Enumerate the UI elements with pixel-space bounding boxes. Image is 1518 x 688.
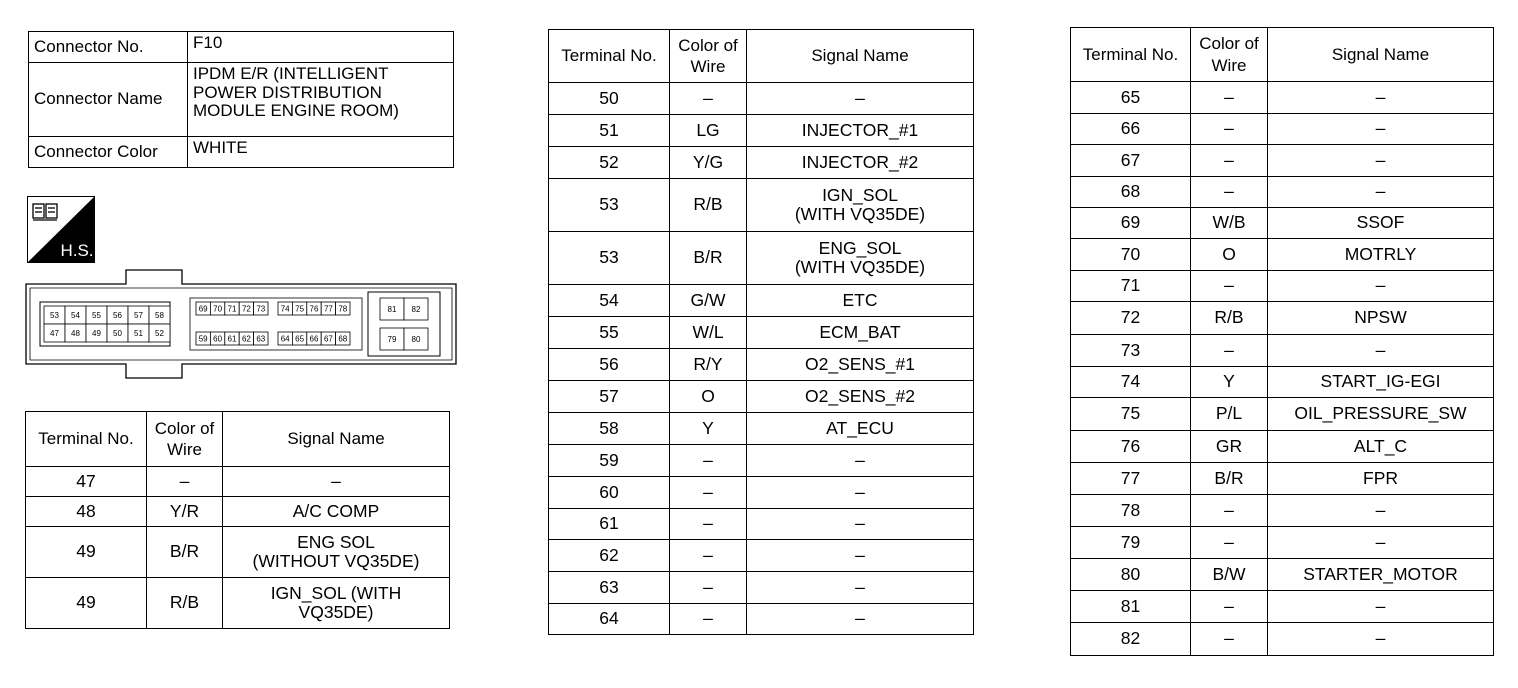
terminal-cell: 81: [1071, 591, 1191, 623]
wire-color-cell: B/R: [670, 232, 747, 285]
signal-name-line: START_IG-EGI: [1320, 371, 1441, 392]
signal-name-cell: [1268, 431, 1494, 463]
terminal-cell: 69: [1071, 208, 1191, 239]
signal-name-line: ALT_C: [1353, 435, 1408, 456]
signal-name-line: VQ35DE): [298, 602, 374, 622]
terminal-cell: 74: [1071, 367, 1191, 398]
signal-name-cell: [1268, 145, 1494, 177]
header-color-line: Color of: [678, 35, 738, 55]
terminal-table-c: [1070, 27, 1494, 656]
cavity-number: 57: [134, 311, 143, 320]
signal-name-cell: [1268, 271, 1494, 302]
table-row: [1071, 591, 1494, 623]
signal-name-line: ENG_SOL: [818, 237, 902, 258]
cavity-number: 76: [309, 304, 319, 314]
signal-name-line: AT_ECU: [826, 417, 894, 438]
wire-color-cell: G/W: [670, 285, 747, 317]
signal-name-cell: [747, 317, 974, 349]
signal-name-cell: [747, 381, 974, 413]
signal-name-cell: [223, 527, 450, 578]
cavity-number: 81: [387, 305, 397, 314]
terminal-cell: 70: [1071, 239, 1191, 271]
signal-name-line: –: [1375, 149, 1386, 170]
cavity-number: 69: [198, 304, 208, 314]
table-row: [549, 445, 974, 477]
terminal-cell: 80: [1071, 559, 1191, 591]
signal-name-cell: [747, 83, 974, 115]
table-row: [549, 147, 974, 179]
cavity-number: 55: [92, 311, 101, 320]
terminal-cell: 62: [549, 540, 670, 572]
signal-name-line: INJECTOR_#1: [801, 119, 919, 140]
wire-color-cell: Y: [1191, 367, 1268, 398]
connector-color-label: Connector Color: [29, 137, 188, 168]
terminal-cell: 73: [1071, 335, 1191, 367]
signal-name-cell: [747, 349, 974, 381]
terminal-cell: 57: [549, 381, 670, 413]
signal-name-line: INJECTOR_#2: [801, 151, 919, 172]
cavity-number: 77: [323, 304, 333, 314]
terminal-cell: 60: [549, 477, 670, 509]
table-row: [549, 179, 974, 232]
connector-info-table: [28, 31, 454, 168]
terminal-cell: 59: [549, 445, 670, 477]
signal-name-cell: [1268, 591, 1494, 623]
signal-name-line: MOTRLY: [1344, 243, 1417, 264]
cavity-number: 78: [338, 304, 348, 314]
cavity-number: 51: [134, 329, 143, 338]
wire-color-cell: –: [1191, 114, 1268, 145]
cavity-number: 61: [227, 334, 237, 344]
cavity-number: 75: [295, 304, 305, 314]
signal-name-cell: [1268, 208, 1494, 239]
harness-side-icon: [27, 196, 95, 263]
wire-color-cell: –: [670, 509, 747, 540]
cavity-number: 48: [71, 329, 80, 338]
terminal-cell: 56: [549, 349, 670, 381]
table-row: [26, 578, 450, 629]
terminal-cell: 61: [549, 509, 670, 540]
signal-name-cell: [1268, 82, 1494, 114]
table-row: [1071, 82, 1494, 114]
terminal-cell: 50: [549, 83, 670, 115]
signal-name-line: FPR: [1363, 467, 1398, 488]
header-color: [1191, 28, 1268, 82]
header-color-line: Wire: [1211, 55, 1247, 75]
cavity-number: 70: [213, 304, 223, 314]
header-color-line: Wire: [167, 440, 202, 459]
cavity-number: 64: [280, 334, 290, 344]
terminal-table-a-body: [26, 467, 450, 629]
signal-name-cell: [223, 578, 450, 629]
table-row: [549, 413, 974, 445]
wire-color-cell: –: [670, 445, 747, 477]
table-row: [1071, 302, 1494, 335]
table-row: [26, 467, 450, 497]
signal-name-line: O2_SENS_#2: [805, 385, 915, 406]
header-signal: Signal Name: [747, 30, 974, 83]
wire-color-cell: Y: [670, 413, 747, 445]
connector-color-value: WHITE: [188, 137, 454, 168]
table-row: [1071, 527, 1494, 559]
terminal-table-c-body: [1071, 82, 1494, 656]
cavity-number: 63: [256, 334, 266, 344]
terminal-cell: 49: [26, 527, 147, 578]
cavity-number: 47: [50, 329, 59, 338]
terminal-cell: 63: [549, 572, 670, 604]
signal-name-cell: [747, 232, 974, 285]
table-row: [1071, 271, 1494, 302]
wire-color-cell: B/R: [147, 527, 223, 578]
table-row: [1071, 177, 1494, 208]
signal-name-cell: [747, 285, 974, 317]
wire-color-cell: O: [1191, 239, 1268, 271]
header-color-line: Color of: [1199, 34, 1259, 54]
table-row: [1071, 559, 1494, 591]
terminal-cell: 68: [1071, 177, 1191, 208]
wire-color-cell: Y/R: [147, 497, 223, 527]
terminal-cell: 67: [1071, 145, 1191, 177]
wire-color-cell: W/L: [670, 317, 747, 349]
wire-color-cell: –: [147, 467, 223, 497]
cavity-number: 68: [338, 334, 348, 344]
signal-name-line: –: [855, 481, 865, 502]
signal-name-cell: [747, 509, 974, 540]
wire-color-cell: –: [1191, 527, 1268, 559]
terminal-cell: 47: [26, 467, 147, 497]
signal-name-line: IGN_SOL: [822, 184, 898, 205]
signal-name-cell: [1268, 335, 1494, 367]
wire-color-cell: –: [670, 604, 747, 635]
wire-color-cell: –: [670, 83, 747, 115]
signal-name-cell: [747, 115, 974, 147]
signal-name-line: –: [1375, 595, 1386, 616]
header-color-line: Color of: [154, 418, 215, 438]
terminal-cell: 64: [549, 604, 670, 635]
cavity-number: 56: [113, 311, 122, 320]
wire-color-cell: –: [1191, 145, 1268, 177]
wire-color-cell: –: [1191, 591, 1268, 623]
signal-name-line: O2_SENS_#1: [805, 353, 915, 374]
cavity-number: 74: [280, 304, 290, 314]
table-row: [1071, 239, 1494, 271]
terminal-table-b: [548, 29, 974, 635]
signal-name-cell: [223, 467, 450, 497]
wire-color-cell: R/B: [147, 578, 223, 629]
signal-name-line: ECM_BAT: [819, 321, 901, 342]
connector-name-line: POWER DISTRIBUTION: [193, 82, 382, 102]
table-row: [1071, 431, 1494, 463]
signal-name-line: A/C COMP: [292, 500, 380, 521]
table-row: [549, 540, 974, 572]
cavity-number: 79: [387, 335, 397, 344]
terminal-cell: 78: [1071, 495, 1191, 527]
header-terminal: Terminal No.: [1071, 28, 1191, 82]
terminal-cell: 82: [1071, 623, 1191, 656]
wire-color-cell: –: [1191, 177, 1268, 208]
header-color: [670, 30, 747, 83]
signal-name-cell: [747, 604, 974, 635]
table-row: [549, 232, 974, 285]
header-terminal: Terminal No.: [26, 412, 147, 467]
table-row: [549, 477, 974, 509]
cavity-number: 50: [113, 329, 122, 338]
wire-color-cell: GR: [1191, 431, 1268, 463]
terminal-table-a: [25, 411, 450, 629]
cavity-number: 82: [411, 305, 421, 314]
signal-name-line: ETC: [842, 289, 878, 310]
table-row: [1071, 208, 1494, 239]
signal-name-cell: [747, 477, 974, 509]
wire-color-cell: B/W: [1191, 559, 1268, 591]
table-row: [26, 497, 450, 527]
table-row: [1071, 335, 1494, 367]
header-color: [147, 412, 223, 467]
wire-color-cell: –: [1191, 335, 1268, 367]
signal-name-cell: [1268, 398, 1494, 431]
table-row: [549, 317, 974, 349]
terminal-cell: 72: [1071, 302, 1191, 335]
signal-name-cell: [1268, 367, 1494, 398]
signal-name-cell: [1268, 559, 1494, 591]
signal-name-cell: [747, 445, 974, 477]
terminal-cell: 77: [1071, 463, 1191, 495]
table-row: [549, 285, 974, 317]
cavity-group-a: [44, 306, 170, 342]
wire-color-cell: R/B: [1191, 302, 1268, 335]
terminal-cell: 48: [26, 497, 147, 527]
terminal-cell: 76: [1071, 431, 1191, 463]
cavity-number: 58: [155, 311, 164, 320]
signal-name-line: NPSW: [1354, 307, 1407, 328]
header-signal: Signal Name: [1268, 28, 1494, 82]
cavity-number: 54: [71, 311, 80, 320]
terminal-cell: 51: [549, 115, 670, 147]
signal-name-line: –: [1375, 275, 1386, 296]
table-row: [26, 527, 450, 578]
signal-name-line: (WITH VQ35DE): [794, 257, 926, 277]
terminal-cell: 58: [549, 413, 670, 445]
wire-color-cell: –: [1191, 271, 1268, 302]
cavity-number: 67: [323, 334, 333, 344]
signal-name-line: –: [1375, 339, 1386, 360]
wire-color-cell: R/Y: [670, 349, 747, 381]
table-row: [1071, 623, 1494, 656]
cavity-number: 73: [256, 304, 266, 314]
signal-name-line: –: [1375, 499, 1386, 520]
cavity-number: 53: [50, 311, 59, 320]
signal-name-cell: [747, 572, 974, 604]
signal-name-line: STARTER_MOTOR: [1303, 563, 1458, 584]
signal-name-line: OIL_PRESSURE_SW: [1294, 403, 1467, 424]
signal-name-line: –: [855, 513, 865, 534]
signal-name-line: –: [855, 87, 865, 108]
signal-name-line: –: [1375, 531, 1386, 552]
wire-color-cell: W/B: [1191, 208, 1268, 239]
table-row: [1071, 114, 1494, 145]
cavity-number: 60: [213, 334, 223, 344]
signal-name-cell: [747, 413, 974, 445]
signal-name-line: –: [1375, 181, 1386, 202]
connector-name-value: [188, 63, 454, 137]
terminal-cell: 52: [549, 147, 670, 179]
signal-name-line: –: [855, 608, 865, 629]
signal-name-line: –: [855, 449, 865, 470]
wire-color-cell: –: [670, 572, 747, 604]
terminal-cell: 49: [26, 578, 147, 629]
table-row: [549, 83, 974, 115]
signal-name-cell: [1268, 302, 1494, 335]
table-row: [549, 381, 974, 413]
terminal-cell: 53: [549, 179, 670, 232]
cavity-number: 71: [227, 304, 237, 314]
signal-name-cell: [747, 147, 974, 179]
signal-name-cell: [223, 497, 450, 527]
terminal-cell: 65: [1071, 82, 1191, 114]
hs-label: H.S.: [60, 241, 94, 260]
table-row: [549, 509, 974, 540]
header-terminal: Terminal No.: [549, 30, 670, 83]
header-color-line: Wire: [690, 57, 726, 76]
signal-name-cell: [747, 540, 974, 572]
terminal-cell: 54: [549, 285, 670, 317]
table-row: [1071, 463, 1494, 495]
signal-name-cell: [1268, 527, 1494, 559]
wire-color-cell: O: [670, 381, 747, 413]
terminal-table-b-body: [549, 83, 974, 635]
signal-name-line: –: [855, 544, 865, 565]
signal-name-cell: [1268, 114, 1494, 145]
cavity-number: 62: [241, 334, 251, 344]
wire-color-cell: P/L: [1191, 398, 1268, 431]
wire-color-cell: –: [1191, 82, 1268, 114]
table-row: [1071, 398, 1494, 431]
wire-color-cell: B/R: [1191, 463, 1268, 495]
terminal-cell: 79: [1071, 527, 1191, 559]
wire-color-cell: LG: [670, 115, 747, 147]
signal-name-cell: [1268, 495, 1494, 527]
terminal-cell: 53: [549, 232, 670, 285]
signal-name-line: SSOF: [1356, 212, 1405, 233]
connector-name-line: MODULE ENGINE ROOM): [193, 101, 399, 121]
signal-name-line: (WITHOUT VQ35DE): [252, 551, 420, 571]
table-row: [1071, 367, 1494, 398]
terminal-cell: 75: [1071, 398, 1191, 431]
signal-name-line: –: [1375, 628, 1386, 649]
signal-name-cell: [1268, 623, 1494, 656]
connector-no-value: F10: [188, 32, 454, 63]
cavity-number: 80: [411, 335, 421, 344]
connector-no-label: Connector No.: [29, 32, 188, 63]
connector-name-label: Connector Name: [29, 63, 188, 137]
signal-name-line: –: [1375, 86, 1386, 107]
signal-name-cell: [1268, 177, 1494, 208]
header-signal: Signal Name: [223, 412, 450, 467]
signal-name-cell: [1268, 239, 1494, 271]
table-row: [1071, 145, 1494, 177]
terminal-cell: 66: [1071, 114, 1191, 145]
terminal-cell: 55: [549, 317, 670, 349]
cavity-number: 52: [155, 329, 164, 338]
cavity-number: 66: [309, 334, 319, 344]
signal-name-cell: [1268, 463, 1494, 495]
signal-name-line: IGN_SOL (WITH: [270, 582, 402, 603]
signal-name-cell: [747, 179, 974, 232]
wire-color-cell: R/B: [670, 179, 747, 232]
cavity-number: 49: [92, 329, 101, 338]
table-row: [549, 604, 974, 635]
signal-name-line: ENG SOL: [297, 531, 375, 552]
wire-color-cell: –: [1191, 495, 1268, 527]
wire-color-cell: Y/G: [670, 147, 747, 179]
wire-color-cell: –: [1191, 623, 1268, 656]
signal-name-line: –: [331, 470, 341, 491]
wire-color-cell: –: [670, 477, 747, 509]
cavity-number: 65: [295, 334, 305, 344]
table-row: [549, 349, 974, 381]
connector-name-line: IPDM E/R (INTELLIGENT: [193, 64, 389, 83]
signal-name-line: (WITH VQ35DE): [794, 204, 926, 224]
table-row: [1071, 495, 1494, 527]
signal-name-line: –: [1375, 118, 1386, 139]
connector-face-diagram: [24, 268, 460, 380]
signal-name-line: –: [855, 576, 865, 597]
cavity-number: 59: [198, 334, 208, 344]
terminal-cell: 71: [1071, 271, 1191, 302]
cavity-number: 72: [241, 304, 251, 314]
wire-color-cell: –: [670, 540, 747, 572]
table-row: [549, 572, 974, 604]
table-row: [549, 115, 974, 147]
